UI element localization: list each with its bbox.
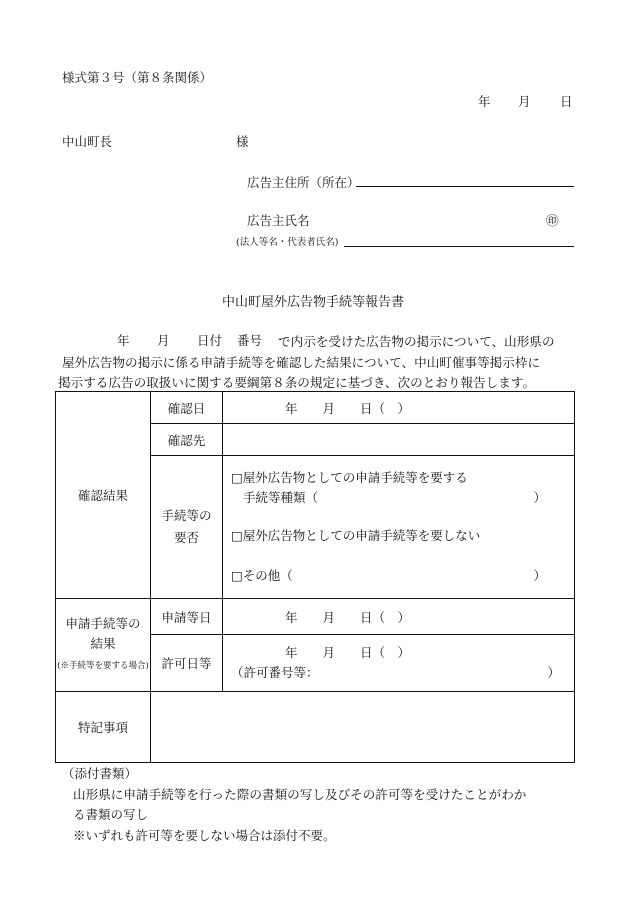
procedure-need-label-cell — [151, 456, 223, 599]
date-month-label: 月 — [518, 94, 531, 109]
application-result-label-1: 申請手続等の — [65, 616, 141, 631]
option-not-required[interactable]: □屋外広告物としての申請手続等を要しない — [231, 528, 481, 543]
procedure-need-label-2: 要否 — [173, 530, 199, 545]
body-line3: 掲示する広告の取扱いに関する要綱第８条の規定に基づき、次のとおり報告します。 — [58, 375, 536, 390]
report-table — [55, 391, 575, 763]
confirm-dest-cell[interactable] — [223, 424, 575, 456]
procedure-need-cell — [223, 456, 575, 599]
application-date-cell[interactable] — [223, 599, 575, 635]
option-required[interactable]: □屋外広告物としての申請手続等を要する — [231, 470, 468, 485]
advertiser-name-label: 広告主氏名 — [247, 213, 310, 228]
form-number: 様式第３号（第８条関係） — [62, 70, 213, 85]
attachments-note: ※いずれも許可等を要しない場合は添付不要。 — [73, 828, 336, 843]
body-date: 日付 — [197, 333, 223, 348]
advertiser-name-note: (法人等名・代表者氏名) — [236, 237, 339, 248]
advertiser-address-label: 広告主住所（所在） — [247, 175, 360, 190]
remarks-label: 特記事項 — [77, 720, 128, 735]
advertiser-name-field[interactable] — [344, 246, 574, 247]
advertiser-address-field[interactable] — [356, 186, 574, 187]
permit-number-close: ） — [547, 665, 560, 680]
option-other-close: ） — [533, 568, 546, 583]
permit-date-label-cell — [151, 635, 223, 692]
application-result-header — [56, 599, 151, 692]
date-day-label: 日 — [560, 94, 573, 109]
procedure-type-row[interactable] — [231, 488, 574, 508]
confirm-dest-label-cell — [151, 424, 223, 456]
addressee-name: 中山町長 — [62, 134, 113, 149]
procedure-type-label: 手続等種類（ — [243, 490, 319, 505]
remarks-label-cell — [56, 692, 151, 763]
application-result-label-2: 結果 — [90, 636, 116, 651]
application-date-value: 年 月 日（ ） — [285, 609, 411, 625]
permit-date-value: 年 月 日（ ） — [285, 645, 411, 660]
option-other: □その他（ — [231, 568, 293, 583]
permit-number-label: （許可番号等： — [231, 665, 319, 680]
body-year: 年 — [117, 333, 130, 348]
permit-date-cell[interactable] — [223, 635, 575, 692]
confirm-date-label: 確認日 — [167, 400, 206, 416]
addressee-honorific: 様 — [236, 134, 249, 149]
permit-number-row — [223, 663, 574, 683]
application-date-label-cell — [151, 599, 223, 635]
confirm-result-header — [56, 392, 151, 599]
remarks-cell[interactable] — [151, 692, 575, 763]
confirm-date-cell[interactable] — [223, 392, 575, 424]
procedure-type-close: ） — [533, 490, 546, 505]
attachments-line1: 山形県に申請手続等を行った際の書類の写し及びその許可等を受けたことがわか — [73, 787, 527, 802]
body-number: 番号 — [237, 333, 263, 348]
body-line2: 屋外広告物の掲示に係る申請手続等を確認した結果について、中山町催事等掲示枠に — [62, 355, 541, 370]
date-year-label: 年 — [478, 94, 491, 109]
confirm-result-label: 確認結果 — [77, 488, 128, 503]
application-date-label: 申請等日 — [161, 609, 212, 625]
confirm-date-label-cell — [151, 392, 223, 424]
confirm-dest-label: 確認先 — [167, 432, 206, 448]
attachments-heading: （添付書類） — [62, 766, 138, 781]
body-month: 月 — [157, 333, 170, 348]
procedure-need-label-1: 手続等の — [161, 508, 212, 523]
attachments-line2: る書類の写し — [73, 807, 149, 822]
permit-date-label: 許可日等 — [161, 656, 212, 671]
document-title: 中山町屋外広告物手続等報告書 — [222, 295, 405, 310]
option-other-row[interactable] — [231, 566, 574, 586]
seal-mark: ㊞ — [546, 213, 559, 228]
application-result-note: (※手続等を要する場合) — [57, 661, 149, 671]
body-line1-rest: で内示を受けた広告物の掲示について、山形県の — [278, 334, 555, 349]
confirm-date-value: 年 月 日（ ） — [285, 400, 411, 416]
